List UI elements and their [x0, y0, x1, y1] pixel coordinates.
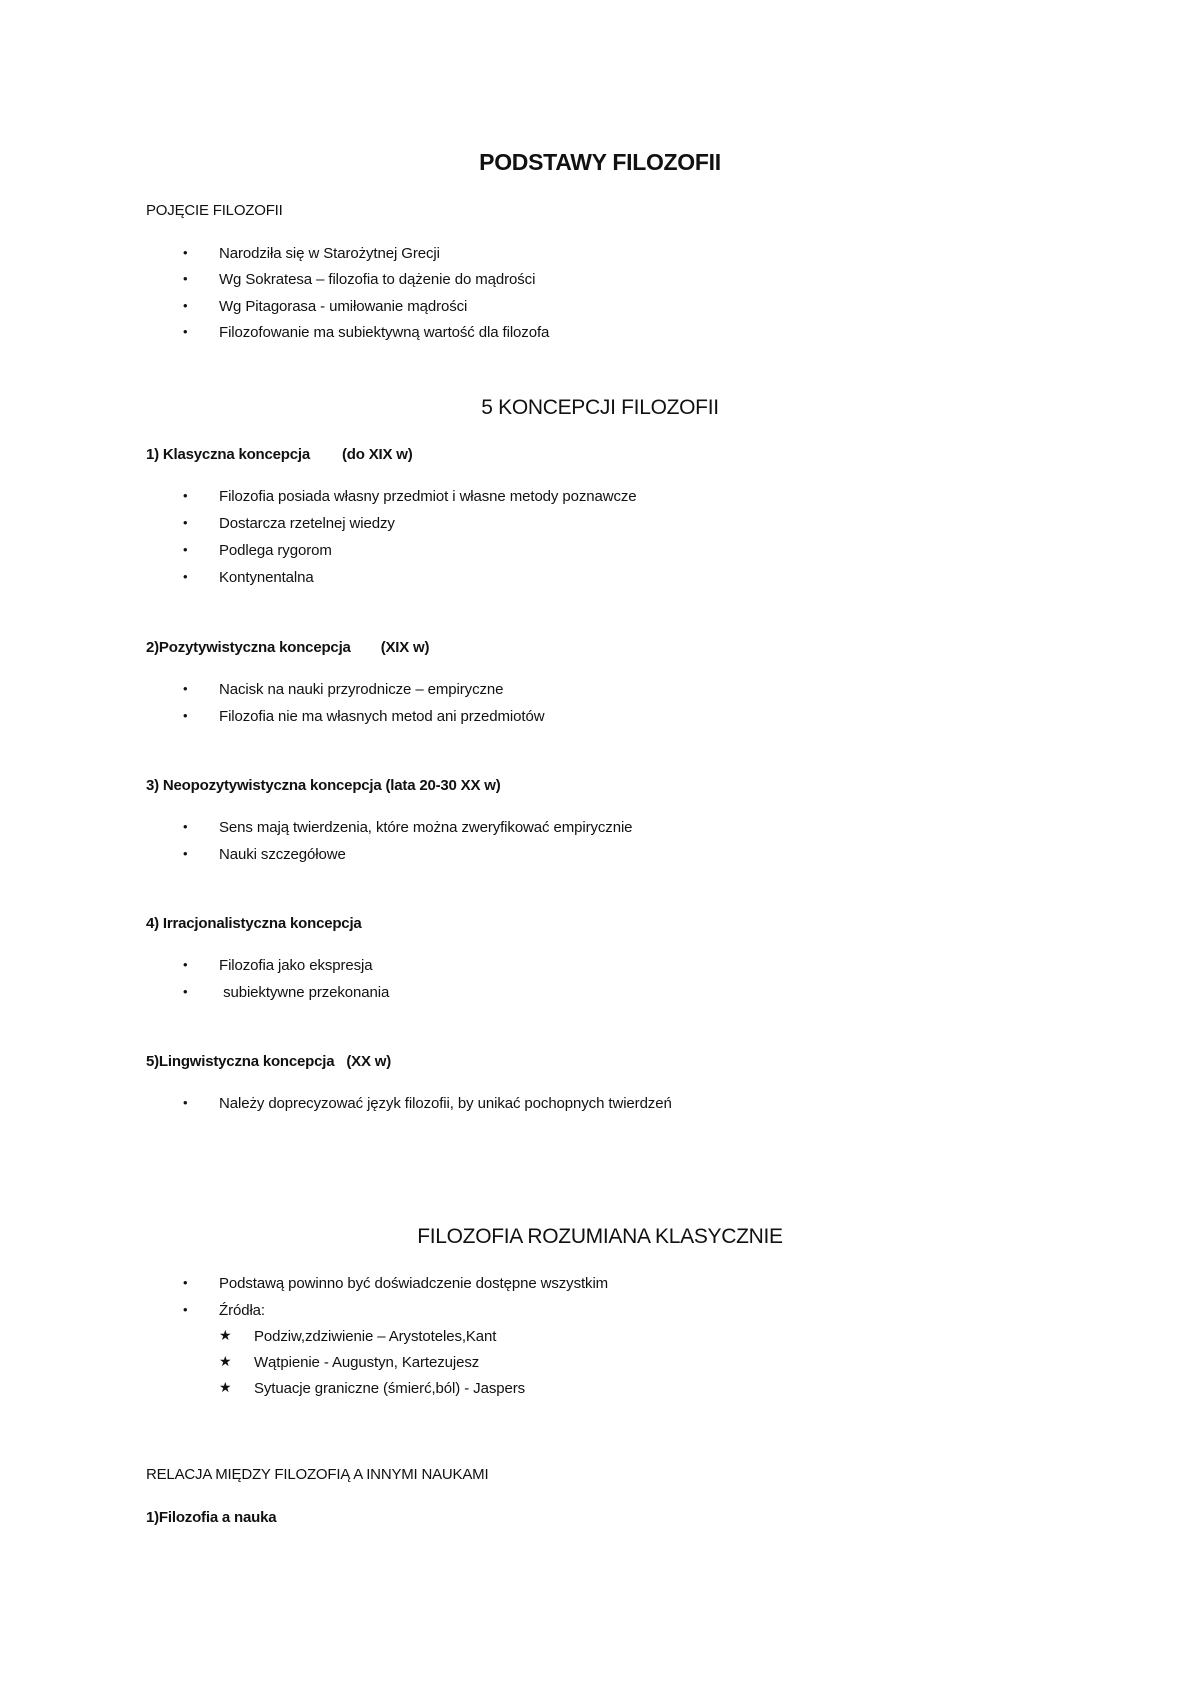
section-heading-klasycznie: FILOZOFIA ROZUMIANA KLASYCZNIE [417, 1225, 783, 1248]
bullet-icon: • [183, 569, 188, 584]
star-icon: ★ [219, 1327, 232, 1343]
bullet-icon: • [183, 819, 188, 834]
bullet-icon: • [183, 681, 188, 696]
section-heading-relacja: RELACJA MIĘDZY FILOZOFIĄ A INNYMI NAUKAMI [146, 1466, 489, 1483]
section-heading-pojecie: POJĘCIE FILOZOFII [146, 202, 283, 219]
bullet-icon: • [183, 245, 188, 260]
section-heading-koncepcje: 5 KONCEPCJI FILOZOFII [481, 396, 719, 419]
bullet-icon: • [183, 488, 188, 503]
bullet-icon: • [183, 1275, 188, 1290]
subheading-k1: 1) Klasyczna koncepcja (do XIX w) [146, 446, 413, 463]
subheading-k4: 4) Irracjonalistyczna koncepcja [146, 915, 362, 932]
bullet-icon: • [183, 708, 188, 723]
bullet-icon: • [183, 542, 188, 557]
subheading-filozofia-a-nauka: 1)Filozofia a nauka [146, 1509, 277, 1526]
page-title: PODSTAWY FILOZOFII [479, 149, 721, 175]
bullet-icon: • [183, 515, 188, 530]
bullet-icon: • [183, 957, 188, 972]
star-icon: ★ [219, 1379, 232, 1395]
bullet-icon: • [183, 846, 188, 861]
bullet-icon: • [183, 984, 188, 999]
bullet-icon: • [183, 1095, 188, 1110]
subheading-k3: 3) Neopozytywistyczna koncepcja (lata 20-30 XX w) [146, 777, 501, 794]
bullet-icon: • [183, 298, 188, 313]
bullet-icon: • [183, 271, 188, 286]
subheading-k2: 2)Pozytywistyczna koncepcja (XIX w) [146, 639, 430, 656]
bullet-icon: • [183, 324, 188, 339]
star-icon: ★ [219, 1353, 232, 1369]
subheading-k5: 5)Lingwistyczna koncepcja (XX w) [146, 1053, 392, 1070]
bullet-icon: • [183, 1302, 188, 1317]
